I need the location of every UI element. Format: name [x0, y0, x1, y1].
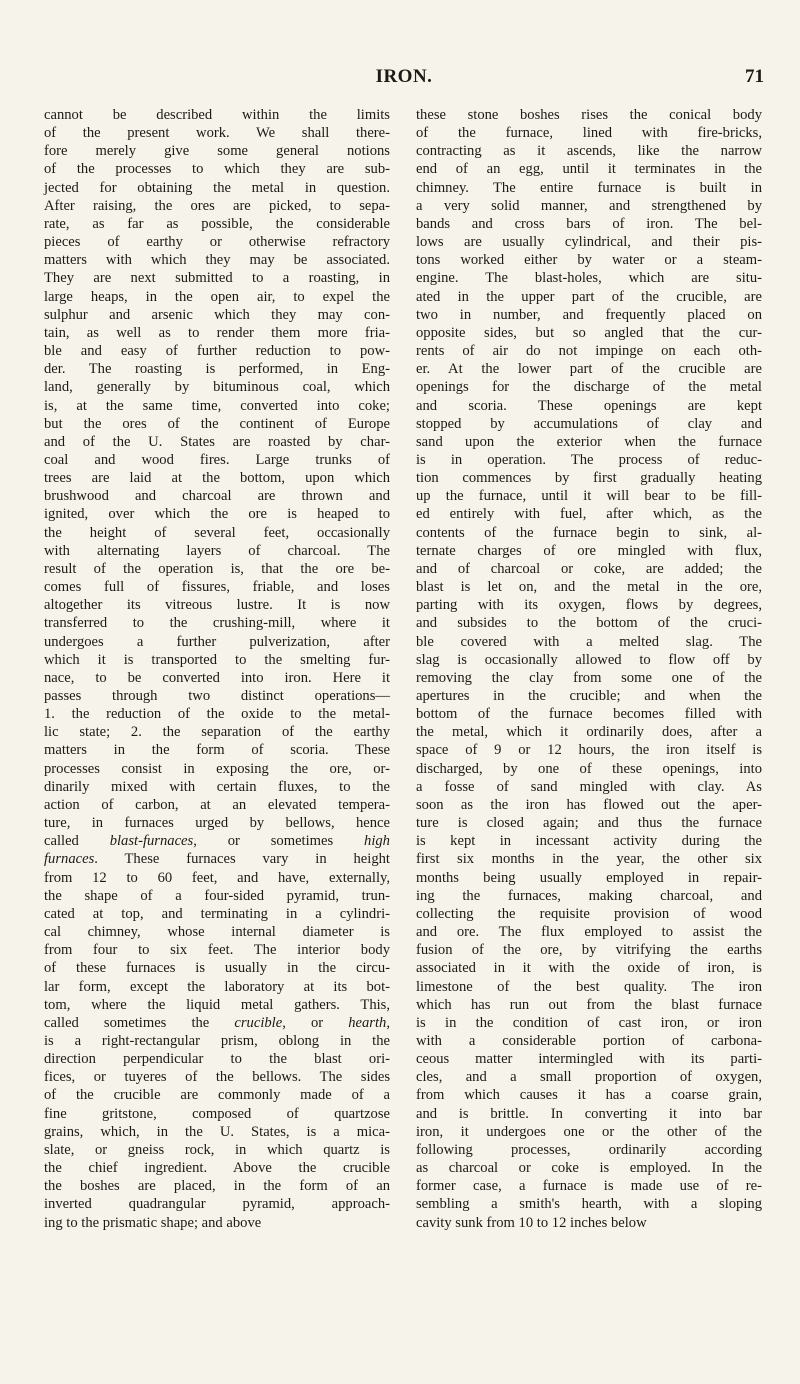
text-line: result of the operation is, that the ore be-: [44, 560, 390, 577]
text-line: stopped by accumulations of clay and: [416, 415, 762, 432]
text-line: with alternating layers of charcoal. The: [44, 542, 390, 559]
text-line: cannot be described within the limits: [44, 107, 390, 123]
page-title: IRON.: [375, 66, 433, 87]
text-line: the metal, which it ordinarily does, after a: [416, 724, 762, 741]
text-line: and ore. The flux employed to assist the: [416, 924, 762, 941]
text-line: the chief ingredient. Above the crucible: [44, 1160, 390, 1177]
text-line: which has run out from the blast furnace: [416, 996, 762, 1013]
text-line: is kept in incessant activity during the: [416, 833, 762, 850]
text-line: After raising, the ores are picked, to sepa-: [44, 197, 390, 214]
text-line: two in number, and frequently placed on: [416, 306, 762, 323]
text-line: tain, as well as to render them more fria-: [44, 324, 390, 341]
text-line: coal and wood fires. Large trunks of: [44, 451, 390, 468]
text-line: and subsides to the bottom of the cruci-: [416, 615, 762, 632]
text-line: cal chimney, whose internal diameter is: [44, 924, 390, 941]
text-line: brushwood and charcoal are thrown and: [44, 488, 390, 505]
text-line: blast is let on, and the metal in the ore,: [416, 579, 762, 596]
text-line: 1. the reduction of the oxide to the metal-: [44, 706, 390, 723]
text-line: fices, or tuyeres of the bellows. The sides: [44, 1069, 390, 1086]
text-line: collecting the requisite provision of wood: [416, 905, 762, 922]
text-line: opposite sides, but so angled that the cur-: [416, 324, 762, 341]
text-line: first six months in the year, the other six: [416, 851, 762, 868]
text-line: sulphur and arsenic which they may con-: [44, 306, 390, 323]
text-line: cated at top, and terminating in a cylindri-: [44, 905, 390, 922]
left-column: [44, 106, 390, 1354]
text-line: furnaces. These furnaces vary in height: [44, 851, 390, 868]
text-line: ternate charges of ore mingled with flux,: [416, 542, 762, 559]
text-line: from which causes it has a coarse grain,: [416, 1087, 762, 1104]
text-line: former case, a furnace is made use of re-: [416, 1178, 762, 1195]
text-line: rate, as far as possible, the considerable: [44, 215, 390, 232]
text-line: of these furnaces is usually in the circu-: [44, 960, 390, 977]
text-line: sembling a smith's hearth, with a sloping: [416, 1196, 762, 1213]
text-line: processes consist in exposing the ore, or-: [44, 760, 390, 777]
text-line: with a considerable portion of carbona-: [416, 1032, 762, 1049]
text-line: these stone boshes rises the conical body: [416, 107, 762, 123]
text-line: chimney. The entire furnace is built in: [416, 179, 762, 196]
text-line: lic state; 2. the separation of the earthy: [44, 724, 390, 741]
text-line: ated in the upper part of the crucible, are: [416, 288, 762, 305]
text-line: as charcoal or coke is employed. In the: [416, 1160, 762, 1177]
text-line: up the furnace, until it will bear to be fill-: [416, 488, 762, 505]
text-line: cavity sunk from 10 to 12 inches below: [416, 1214, 647, 1231]
text-line: lar form, except the laboratory at its bot-: [44, 978, 390, 995]
text-line: is a right-rectangular prism, oblong in the: [44, 1032, 390, 1049]
text-line: fore merely give some general notions: [44, 143, 390, 160]
text-line: and scoria. These openings are kept: [416, 397, 762, 414]
text-line: a very solid manner, and strengthened by: [416, 197, 762, 214]
text-line: trees are laid at the bottom, upon which: [44, 470, 390, 487]
text-line: the boshes are placed, in the form of an: [44, 1178, 390, 1195]
text-line: contents of the furnace begin to sink, al-: [416, 524, 762, 541]
page-number: 71: [745, 66, 764, 87]
text-line: removing the clay from some one of the: [416, 669, 762, 686]
text-line: openings for the discharge of the metal: [416, 379, 762, 396]
text-line: iron, it undergoes one or the other of the: [416, 1123, 762, 1140]
text-line: fusion of the ore, by vitrifying the earths: [416, 942, 762, 959]
text-line: slate, or gneiss rock, in which quartz is: [44, 1141, 390, 1158]
text-line: from 12 to 60 feet, and have, externally,: [44, 869, 390, 886]
text-line: end of an egg, until it terminates in the: [416, 161, 762, 178]
text-line: from four to six feet. The interior body: [44, 942, 390, 959]
text-line: ble and easy of further reduction to pow-: [44, 343, 390, 360]
text-line: matters with which they may be associated.: [44, 252, 390, 269]
text-line: months being usually employed in repair-: [416, 869, 762, 886]
text-line: but the ores of the continent of Europe: [44, 415, 390, 432]
text-columns: [44, 106, 762, 1354]
text-line: and is brittle. In converting it into bar: [416, 1105, 762, 1122]
text-line: which it is transported to the smelting fur-: [44, 651, 390, 668]
text-line: fine gritstone, composed of quartzose: [44, 1105, 390, 1122]
text-line: ceous matter intermingled with its parti-: [416, 1051, 762, 1068]
text-line: nace, to be converted into iron. Here it: [44, 669, 390, 686]
text-line: a fosse of sand mingled with clay. As: [416, 778, 762, 795]
text-line: called sometimes the crucible, or hearth,: [44, 1014, 390, 1031]
text-line: and of the U. States are roasted by char-: [44, 433, 390, 450]
text-line: ed entirely with fuel, after which, as the: [416, 506, 762, 523]
text-line: grains, which, in the U. States, is a mica-: [44, 1123, 390, 1140]
text-line: and of charcoal or coke, are added; the: [416, 560, 762, 577]
text-line: tion commences by first gradually heating: [416, 470, 762, 487]
text-line: lows are usually cylindrical, and their pis-: [416, 234, 762, 251]
text-line: the height of several feet, occasionally: [44, 524, 390, 541]
text-line: ing the furnaces, making charcoal, and: [416, 887, 762, 904]
text-line: matters in the form of scoria. These: [44, 742, 390, 759]
text-line: large heaps, in the open air, to expel the: [44, 288, 390, 305]
text-line: altogether its vitreous lustre. It is now: [44, 597, 390, 614]
text-line: of the present work. We shall there-: [44, 125, 390, 142]
text-line: tons worked either by water or a steam-: [416, 252, 762, 269]
text-line: associated in it with the oxide of iron, is: [416, 960, 762, 977]
text-line: der. The roasting is performed, in Eng-: [44, 361, 390, 378]
text-line: is, at the same time, converted into coke;: [44, 397, 390, 414]
text-line: comes full of fissures, friable, and loses: [44, 579, 390, 596]
text-line: They are next submitted to a roasting, in: [44, 270, 390, 287]
text-line: limestone of the best quality. The iron: [416, 978, 762, 995]
text-line: is in the condition of cast iron, or iron: [416, 1014, 762, 1031]
text-line: dinarily mixed with certain fluxes, to the: [44, 778, 390, 795]
text-line: direction perpendicular to the blast ori-: [44, 1051, 390, 1068]
text-line: ture, in furnaces urged by bellows, hence: [44, 815, 390, 832]
text-line: contracting as it ascends, like the narrow: [416, 143, 762, 160]
text-line: undergoes a further pulverization, after: [44, 633, 390, 650]
text-line: following processes, ordinarily according: [416, 1141, 762, 1158]
text-line: is in operation. The process of reduc-: [416, 451, 762, 468]
right-column: [416, 106, 762, 1354]
text-line: of the processes to which they are sub-: [44, 161, 390, 178]
text-line: er. At the lower part of the crucible are: [416, 361, 762, 378]
text-line: pieces of earthy or otherwise refractory: [44, 234, 390, 251]
text-line: apertures in the crucible; and when the: [416, 688, 762, 704]
running-head: [44, 66, 764, 96]
text-line: soon as the iron has flowed out the aper-: [416, 796, 762, 813]
text-line: sand upon the exterior when the furnace: [416, 433, 762, 450]
text-line: tom, where the liquid metal gathers. This,: [44, 996, 390, 1013]
text-line: space of 9 or 12 hours, the iron itself is: [416, 742, 762, 759]
text-line: engine. The blast-holes, which are situ-: [416, 270, 762, 287]
text-line: cles, and a small proportion of oxygen,: [416, 1069, 762, 1086]
text-line: discharged, by one of these openings, into: [416, 760, 762, 777]
text-line: slag is occasionally allowed to flow off by: [416, 651, 762, 668]
text-line: bands and cross bars of iron. The bel-: [416, 215, 762, 232]
text-line: jected for obtaining the metal in question.: [44, 179, 390, 196]
text-line: of the furnace, lined with fire-bricks,: [416, 125, 762, 142]
text-line: ble covered with a melted slag. The: [416, 633, 762, 650]
text-line: called blast-furnaces, or sometimes high: [44, 833, 390, 850]
text-line: the shape of a four-sided pyramid, trun-: [44, 887, 390, 904]
text-line: passes through two distinct operations—: [44, 688, 390, 704]
text-line: ture is closed again; and thus the furnace: [416, 815, 762, 832]
text-line: action of carbon, at an elevated tempera-: [44, 796, 390, 813]
text-line: ing to the prismatic shape; and above: [44, 1214, 262, 1231]
text-line: ignited, over which the ore is heaped to: [44, 506, 390, 523]
text-line: inverted quadrangular pyramid, approach-: [44, 1196, 390, 1213]
text-line: transferred to the crushing-mill, where it: [44, 615, 390, 632]
text-line: parting with its oxygen, flows by degrees,: [416, 597, 762, 614]
text-line: of the crucible are commonly made of a: [44, 1087, 390, 1104]
text-line: land, generally by bituminous coal, which: [44, 379, 390, 396]
text-line: bottom of the furnace becomes filled with: [416, 706, 762, 723]
text-line: rents of air do not impinge on each oth-: [416, 343, 762, 360]
